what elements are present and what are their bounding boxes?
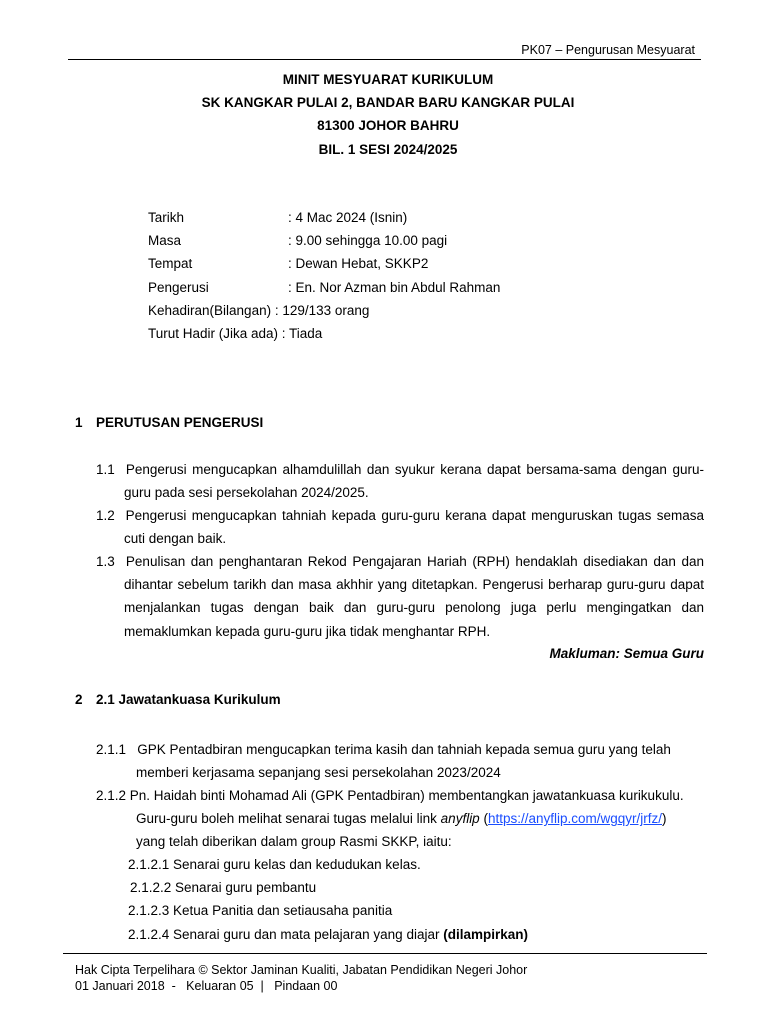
item-2-1-2-link-line: Guru-guru boleh melihat senarai tugas melalui link anyflip (https://anyflip.com/wgqyr/jrfz/): [136, 811, 667, 827]
anyflip-word: anyflip: [440, 811, 480, 827]
item-1-3-text: 1.3 Penulisan dan penghantaran Rekod Pengajaran Hariah (RPH) hendaklah disediakan dan dan dihantar sebelum tarikh dan masa akhhir yang ditetapkan. Pengerusi berharap guru-guru dapat menjalankan tugas dengan baik dan guru-guru penolong juga perlu mengingatkan dan memaklumkan kepada guru-guru jika tidak menghantar RPH.: [96, 554, 704, 639]
info-tempat: Tempat : Dewan Hebat, SKKP2: [148, 256, 429, 272]
sub-item-2-1-2-3: 2.1.2.3 Ketua Panitia dan setiausaha panitia: [128, 903, 393, 919]
footer-version: 01 Januari 2018 - Keluaran 05 | Pindaan 00: [75, 978, 338, 993]
header-rule: [68, 59, 701, 60]
item-2-1-2: 2.1.2 Pn. Haidah binti Mohamad Ali (GPK Pentadbiran) membentangkan jawatankuasa kurikukulu. Guru-guru boleh melihat senarai tugas melalui link anyflip (https://anyflip.com/wgqyr/jrfz/) yang telah diberikan dalam group Rasmi SKKP, iaitu:: [96, 788, 684, 850]
info-masa: Masa : 9.00 sehingga 10.00 pagi: [148, 233, 448, 249]
title-line-2: SK KANGKAR PULAI 2, BANDAR BARU KANGKAR PULAI: [201, 95, 575, 111]
document-title-block: [0, 68, 768, 161]
title-line-3: 81300 JOHOR BAHRU: [317, 118, 459, 134]
info-kehadiran: Kehadiran(Bilangan) : 129/133 orang: [148, 302, 370, 318]
section-1-number: 1: [75, 415, 83, 430]
footer-rule: [63, 953, 707, 954]
sub-item-2-1-2-4: 2.1.2.4 Senarai guru dan mata pelajaran yang diajar (dilampirkan): [128, 926, 528, 942]
footer-copyright: Hak Cipta Terpelihara © Sektor Jaminan Kualiti, Jabatan Pendidikan Negeri Johor: [75, 963, 528, 977]
item-1-3: [96, 550, 704, 643]
sub-item-2-1-2-2: 2.1.2.2 Senarai guru pembantu: [130, 880, 317, 896]
title-line-4: BIL. 1 SESI 2024/2025: [318, 141, 458, 157]
footer: [75, 963, 527, 994]
note-makluman: Makluman: Semua Guru: [549, 646, 704, 661]
item-1-1-text: 1.1 Pengerusi mengucapkan alhamdulillah dan syukur kerana dapat bersama-sama dengan guru-guru pada sesi persekolahan 2024/2025.: [96, 462, 704, 501]
section-2-heading: [75, 692, 281, 707]
document-code: PK07 – Pengurusan Mesyuarat: [521, 43, 695, 57]
section-2-number: 2: [75, 692, 83, 707]
sublist-2-1-2: [128, 853, 528, 946]
info-tarikh: Tarikh : 4 Mac 2024 (Isnin): [148, 210, 408, 225]
section-2-title: 2.1 Jawatankuasa Kurikulum: [96, 692, 281, 707]
item-1-1: [96, 458, 704, 504]
meeting-info: [148, 206, 500, 345]
item-1-2: [96, 504, 704, 550]
section-1-title: PERUTUSAN PENGERUSI: [96, 415, 264, 430]
info-pengerusi: Pengerusi : En. Nor Azman bin Abdul Rahman: [148, 279, 501, 295]
sub-item-2-1-2-1: 2.1.2.1 Senarai guru kelas dan kedudukan kelas.: [128, 857, 421, 872]
title-line-1: MINIT MESYUARAT KURIKULUM: [282, 72, 494, 87]
info-turut-hadir: Turut Hadir (Jika ada) : Tiada: [148, 326, 323, 342]
section-1-heading: [75, 415, 264, 430]
item-1-2-text: 1.2 Pengerusi mengucapkan tahniah kepada guru-guru kerana dapat menguruskan tugas semasa cuti dengan baik.: [96, 508, 704, 547]
item-2-1-1: 2.1.1 GPK Pentadbiran mengucapkan terima kasih dan tahniah kepada semua guru yang telah memberi kerjasama sepanjang sesi persekolahan 2023/2024: [96, 742, 671, 781]
anyflip-link[interactable]: https://anyflip.com/wgqyr/jrfz/: [487, 811, 663, 827]
